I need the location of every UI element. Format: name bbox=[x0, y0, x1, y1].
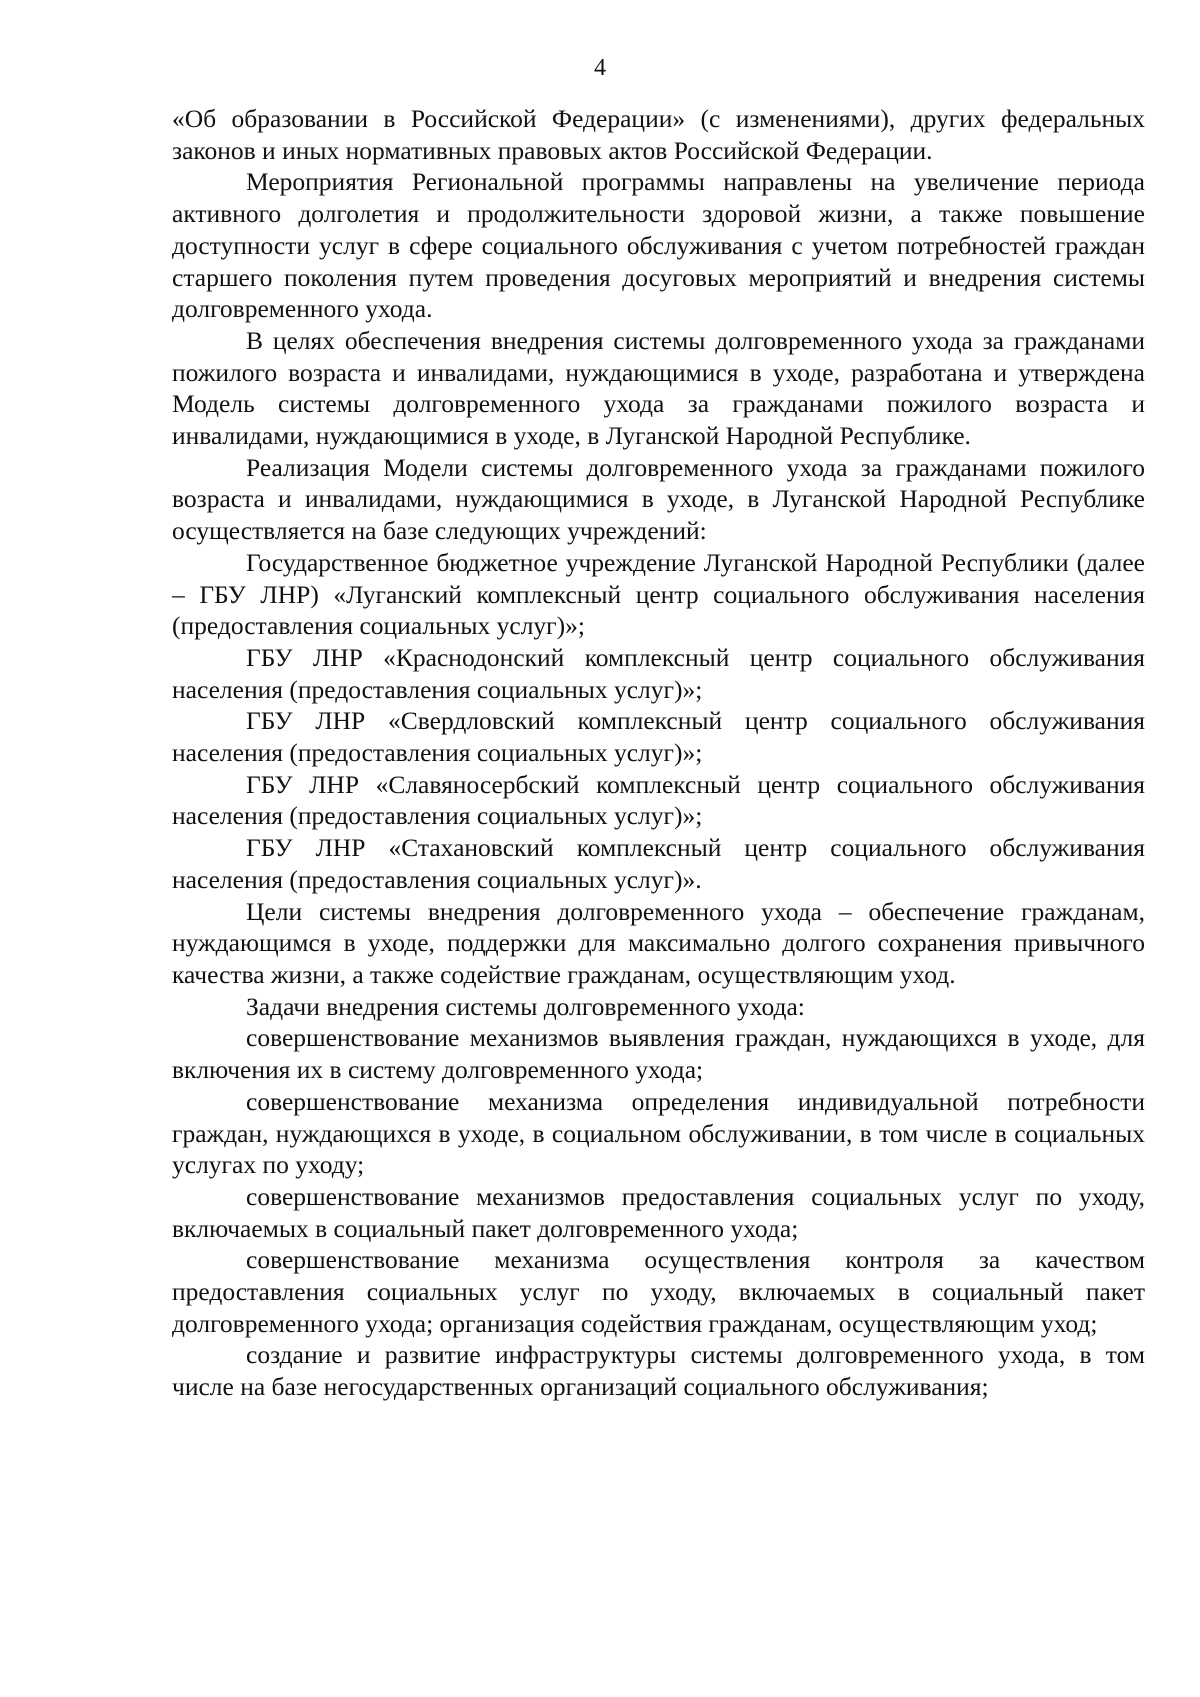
task-item: совершенствование механизма осуществления контроля за качеством предоставления социальных услуг по уходу, включаемых в социальный пакет долговременного ухода; организация содействия гражданам, осуществляющим уход; bbox=[172, 1245, 1145, 1338]
institution-item: ГБУ ЛНР «Славяносербский комплексный центр социального обслуживания населения (предоставления социальных услуг)»; bbox=[172, 769, 1145, 831]
task-item: совершенствование механизмов выявления граждан, нуждающихся в уходе, для включения их в систему долговременного ухода; bbox=[172, 1023, 1145, 1085]
paragraph: Реализация Модели системы долговременного ухода за гражданами пожилого возраста и инвалидами, нуждающимися в уходе, в Луганской Народной Республике осуществляется на базе следующих учреждений: bbox=[172, 452, 1145, 546]
page-number: 4 bbox=[594, 55, 606, 81]
task-item: совершенствование механизмов предоставления социальных услуг по уходу, включаемых в социальный пакет долговременного ухода; bbox=[172, 1181, 1145, 1243]
paragraph: Цели системы внедрения долговременного ухода – обеспечение гражданам, нуждающимся в уходе, поддержки для максимально долгого сохранения привычного качества жизни, а также содействие гражданам, осуществляющим уход. bbox=[172, 896, 1145, 989]
paragraph: «Об образовании в Российской Федерации» (с изменениями), других федеральных законов и иных нормативных правовых актов Российской Федерации. bbox=[172, 104, 1145, 165]
institution-item: ГБУ ЛНР «Краснодонский комплексный центр социального обслуживания населения (предоставления социальных услуг)»; bbox=[172, 642, 1145, 704]
tasks-heading: Задачи внедрения системы долговременного ухода: bbox=[246, 991, 805, 1021]
paragraph: Мероприятия Региональной программы направлены на увеличение периода активного долголетия и продолжительности здоровой жизни, а также повышение доступности услуг в сфере социального обслуживания с учетом потребностей граждан старшего поколения путем проведения досуговых мероприятий и внедрения системы долговременного ухода. bbox=[172, 167, 1145, 324]
institution-item: ГБУ ЛНР «Свердловский комплексный центр социального обслуживания населения (предоставления социальных услуг)»; bbox=[172, 706, 1145, 768]
institution-item: Государственное бюджетное учреждение Луганской Народной Республики (далее – ГБУ ЛНР) «Луганский комплексный центр социального обслуживания населения (предоставления социальных услуг)»; bbox=[172, 547, 1145, 641]
institution-item: ГБУ ЛНР «Стахановский комплексный центр социального обслуживания населения (предоставления социальных услуг)». bbox=[172, 833, 1145, 894]
task-item: создание и развитие инфраструктуры системы долговременного ухода, в том числе на базе негосударственных организаций социального обслуживания; bbox=[172, 1340, 1145, 1402]
task-item: совершенствование механизма определения индивидуальной потребности граждан, нуждающихся в уходе, в социальном обслуживании, в том числе в социальных услугах по уходу; bbox=[172, 1086, 1145, 1180]
paragraph: В целях обеспечения внедрения системы долговременного ухода за гражданами пожилого возраста и инвалидами, нуждающимися в уходе, разработана и утверждена Модель системы долговременного ухода за гражданами пожилого возраста и инвалидами, нуждающимися в уходе, в Луганской Народной Республике. bbox=[172, 325, 1145, 451]
document-body bbox=[172, 103, 1145, 1403]
